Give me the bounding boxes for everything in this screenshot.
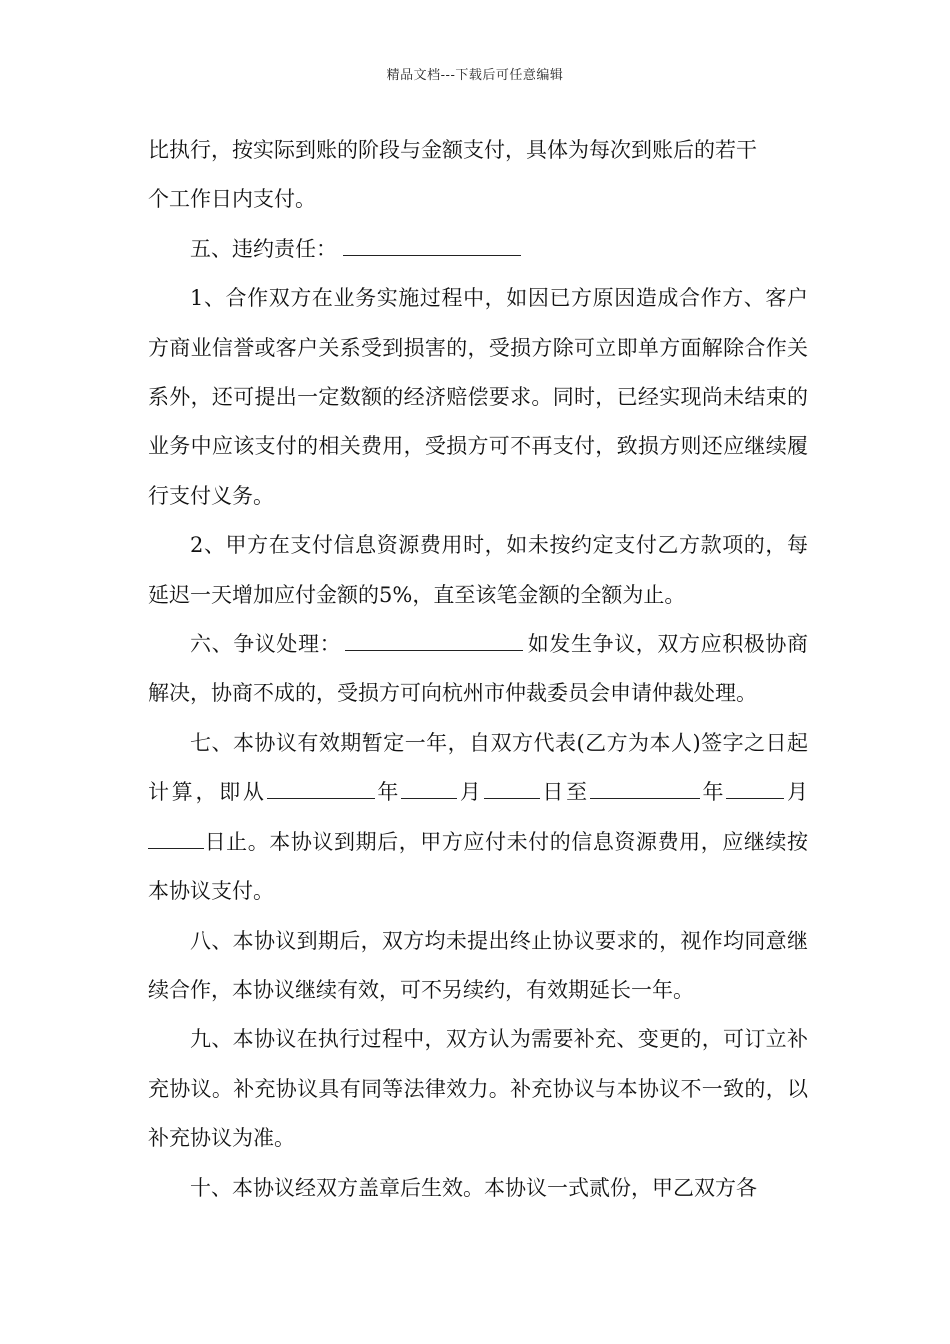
section-breach-heading [148, 225, 808, 274]
fill-in-blank-month [401, 781, 457, 799]
paragraph-text: 比执行，按实际到账的阶段与金额支付，具体为每次到账后的若干 [148, 138, 757, 162]
paragraph-continuation [148, 126, 808, 225]
paragraph-breach-2: 2、甲方在支付信息资源费用时，如未按约定支付乙方款项的，每延迟一天增加应付金额的5%，直至该笔金额的全额为止。 [148, 533, 808, 607]
paragraph-text: 个工作日内支付。 [148, 187, 316, 212]
month-label: 月 [457, 780, 484, 805]
section-title: 六、争议处理： [190, 632, 342, 657]
fill-in-blank [343, 238, 521, 256]
fill-in-blank-day [148, 831, 204, 849]
fill-in-blank-year [590, 781, 700, 799]
day-label: 日至 [539, 780, 590, 805]
document-body [148, 126, 808, 1213]
paragraph-breach-1: 1、合作双方在业务实施过程中，如因已方原因造成合作方、客户方商业信誉或客户关系受到损害的，受损方除可立即单方面解除合作关系外，还可提出一定数额的经济赔偿要求。同时，已经实现尚未结束的业务中应该支付的相关费用，受损方可不再支付，致损方则还应继续履行支付义务。 [148, 286, 808, 508]
fill-in-blank-month [726, 781, 784, 799]
page-header: 精品文档---下载后可任意编辑 [386, 68, 564, 83]
year-label: 年 [374, 780, 402, 805]
section-renewal: 八、本协议到期后，双方均未提出终止协议要求的，视作均同意继续合作，本协议继续有效，可不另续约，有效期延长一年。 [148, 928, 808, 1002]
fill-in-blank-day [484, 781, 540, 799]
paragraph-text: 七、本协议有效期暂定一年，自双方代表(乙方为本人)签字之日起计算，即从 [148, 730, 808, 805]
paragraph-text: 如发生争议，双方应积极协商解决，协商不成的，受损方可向杭州市仲裁委员会申请仲裁处理。 [148, 632, 809, 706]
fill-in-blank [345, 633, 523, 651]
section-dispute [148, 620, 808, 719]
fill-in-blank-year [267, 781, 375, 799]
year-label: 年 [699, 780, 727, 805]
month-label: 月 [784, 780, 809, 805]
section-title: 五、违约责任： [190, 236, 337, 261]
paragraph-text: 日止。本协议到期后，甲方应付未付的信息资源费用，应继续按本协议支付。 [148, 829, 808, 904]
section-amendment: 九、本协议在执行过程中，双方认为需要补充、变更的，可订立补充协议。补充协议具有同等法律效力。补充协议与本协议不一致的，以补充协议为准。 [148, 1027, 808, 1151]
section-effective: 十、本协议经双方盖章后生效。本协议一式贰份，甲乙双方各 [190, 1175, 757, 1200]
section-validity [148, 719, 808, 917]
